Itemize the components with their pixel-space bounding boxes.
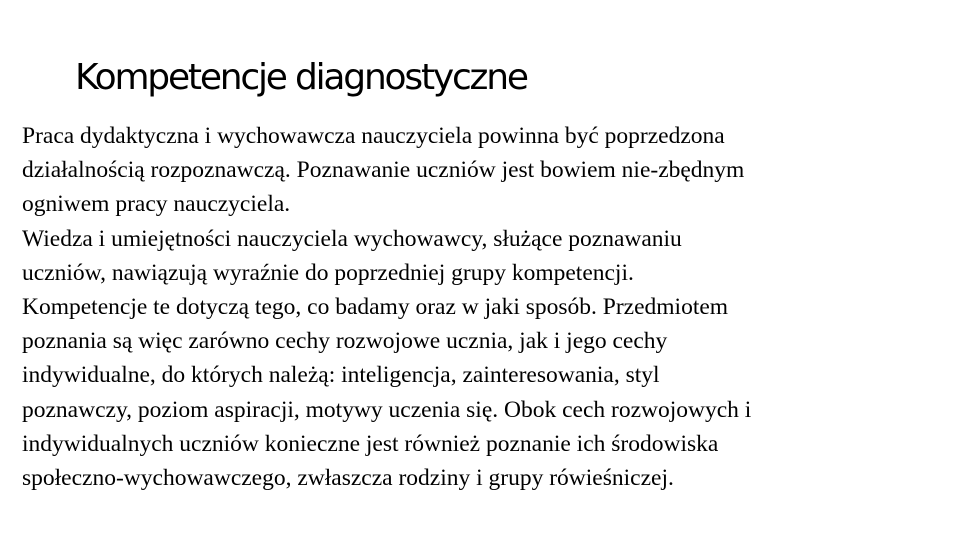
- body-line: Praca dydaktyczna i wychowawcza nauczyciela powinna być poprzedzona: [22, 123, 725, 149]
- body-line: indywidualne, do których należą: inteligencja, zainteresowania, styl: [22, 362, 660, 389]
- body-line: poznania są więc zarówno cechy rozwojowe ucznia, jak i jego cechy: [22, 328, 668, 355]
- body-line: ogniwem pracy nauczyciela.: [22, 191, 291, 218]
- body-line: społeczno-wychowawczego, zwłaszcza rodziny i grupy rówieśniczej.: [22, 465, 674, 492]
- body-line: działalnością rozpoznawczą. Poznawanie uczniów jest bowiem nie-zbędnym: [22, 157, 745, 184]
- slide-body-text: [22, 119, 932, 495]
- body-line: uczniów, nawiązują wyraźnie do poprzedniej grupy kompetencji.: [22, 259, 634, 286]
- slide-title: Kompetencje diagnostyczne: [75, 57, 527, 98]
- body-line: Kompetencje te dotyczą tego, co badamy oraz w jaki sposób. Przedmiotem: [22, 294, 729, 321]
- body-line: poznawczy, poziom aspiracji, motywy uczenia się. Obok cech rozwojowych i: [22, 396, 752, 423]
- body-line: Wiedza i umiejętności nauczyciela wychowawcy, służące poznawaniu: [22, 225, 682, 252]
- body-line: indywidualnych uczniów konieczne jest również poznanie ich środowiska: [22, 430, 719, 457]
